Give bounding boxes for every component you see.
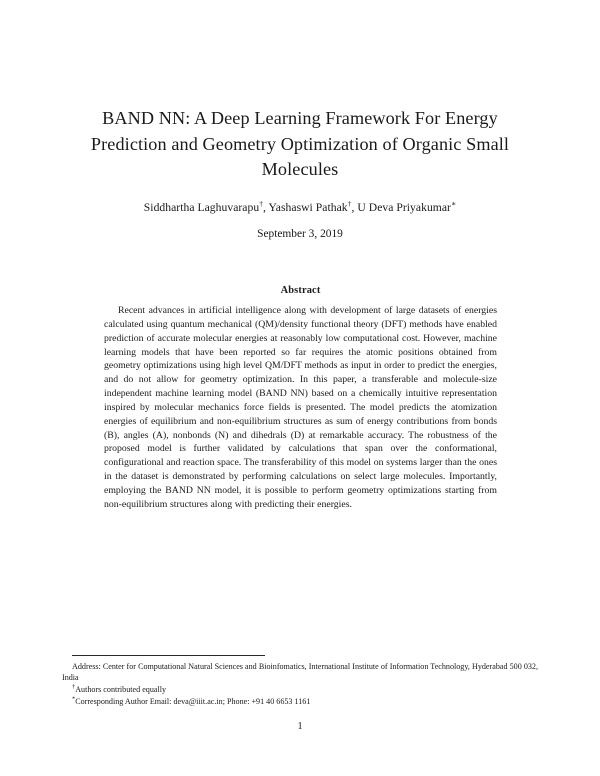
footnote-address: Address: Center for Computational Natural Sciences and Bioinfomatics, International Institute of Information Technology, Hyderabad 500 032, India bbox=[62, 662, 538, 683]
author-list bbox=[60, 200, 540, 216]
dagger-marker: † bbox=[72, 683, 76, 691]
publication-date bbox=[60, 228, 540, 240]
abstract-body: Recent advances in artificial intelligence along with development of large datasets of energies calculated using quantum mechanical (QM)/density functional theory (DFT) methods have enabled prediction of accurate molecular energies at reasonably low computational cost. However, machine learning models that have been reported so far requires the atomic positions obtained from geometry optimizations using high level QM/DFT methods as input in order to predict the energies, and do not allow for geometry optimization. In this paper, a transferable and molecule-size independent machine learning model (BAND NN) based on a chemically intuitive representation inspired by molecular mechanics force fields is presented. The model predicts the atomization energies of equilibrium and non-equilibrium structures as sum of energy contributions from bonds (B), angles (A), nonbonds (N) and dihedrals (D) at remarkable accuracy. The robustness of the proposed model is further validated by calculations that span over the conformational, configurational and reaction space. The transferability of this model on systems larger than the ones in the dataset is demonstrated by performing calculations on select large molecules. Importantly, employing the BAND NN model, it is possible to perform geometry optimizations starting from non-equilibrium structures along with predicting their energies. bbox=[104, 305, 497, 510]
title-block bbox=[70, 106, 530, 183]
dagger-marker: † bbox=[259, 199, 264, 209]
author-list-text: Siddhartha Laghuvarapu†, Yashaswi Pathak†, U Deva Priyakumar∗ bbox=[143, 199, 457, 214]
asterisk-marker: ∗ bbox=[450, 199, 457, 209]
asterisk-marker: * bbox=[72, 695, 76, 703]
footnote-corresponding-author-text: Corresponding Author Email: deva@iiit.ac.in; Phone: +91 40 6653 1161 bbox=[75, 697, 311, 707]
footnote-equal-contribution bbox=[62, 684, 538, 695]
page-title: BAND NN: A Deep Learning Framework For Energy Prediction and Geometry Optimization of Organic Small Molecules bbox=[90, 108, 510, 179]
footnote-corresponding-author bbox=[62, 696, 538, 707]
page-number: 1 bbox=[297, 721, 303, 732]
dagger-marker: † bbox=[347, 199, 352, 209]
abstract-section bbox=[104, 285, 497, 512]
footnote-equal-contribution-text: Authors contributed equally bbox=[75, 685, 167, 695]
footnote-section bbox=[62, 661, 538, 708]
abstract-heading: Abstract bbox=[280, 285, 321, 296]
publication-date-text: September 3, 2019 bbox=[257, 228, 343, 240]
footnote-divider bbox=[72, 655, 265, 656]
